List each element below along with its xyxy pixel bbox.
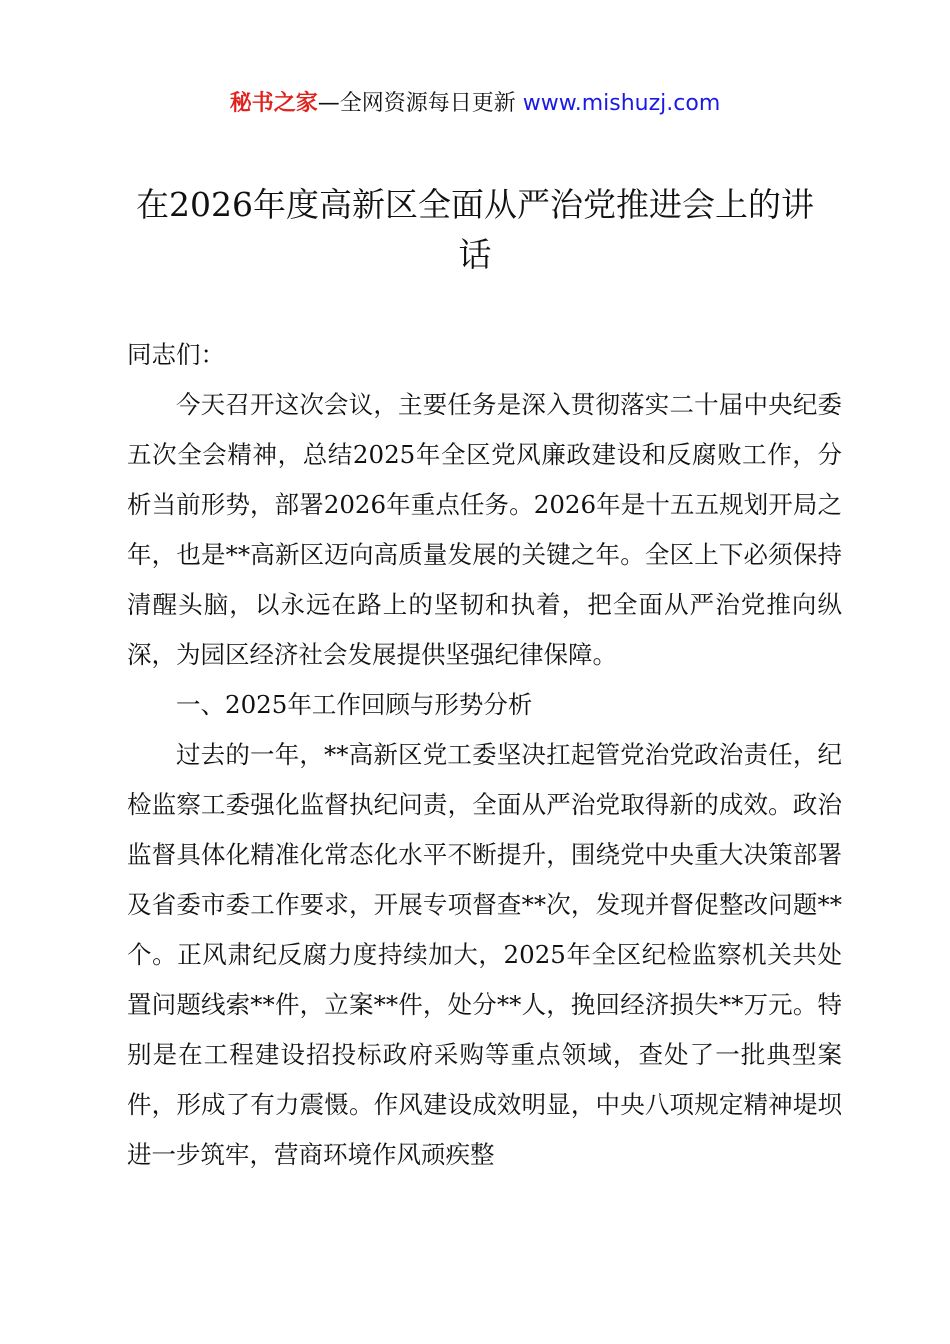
paragraph-intro: 今天召开这次会议，主要任务是深入贯彻落实二十届中央纪委五次全会精神，总结2025年全区党风廉政建设和反腐败工作，分析当前形势，部署2026年重点任务。2026年是十五五规划开局之年，也是**高新区迈向高质量发展的关键之年。全区上下必须保持清醒头脑，以永远在路上的坚韧和执着，把全面从严治党推向纵深，为园区经济社会发展提供坚强纪律保障。 [127, 390, 842, 669]
document-body [127, 330, 842, 1180]
document-title: 在2026年度高新区全面从严治党推进会上的讲话 [136, 185, 814, 274]
site-url-link[interactable]: www.mishuzj.com [522, 91, 721, 116]
site-tagline: —全网资源每日更新 [317, 91, 516, 116]
paragraph-review: 过去的一年，**高新区党工委坚决扛起管党治党政治责任，纪检监察工委强化监督执纪问责，全面从严治党取得新的成效。政治监督具体化精准化常态化水平不断提升，围绕党中央重大决策部署及省委市委工作要求，开展专项督查**次，发现并督促整改问题**个。正风肃纪反腐力度持续加大，2025年全区纪检监察机关共处置问题线索**件，立案**件，处分**人，挽回经济损失**万元。特别是在工程建设招投标政府采购等重点领域，查处了一批典型案件，形成了有力震慑。作风建设成效明显，中央八项规定精神堤坝进一步筑牢，营商环境作风顽疾整 [127, 740, 842, 1169]
section-heading: 一、2025年工作回顾与形势分析 [176, 690, 533, 719]
site-header [0, 88, 950, 120]
site-brand: 秘书之家 [229, 91, 318, 116]
salutation: 同志们： [127, 340, 225, 369]
